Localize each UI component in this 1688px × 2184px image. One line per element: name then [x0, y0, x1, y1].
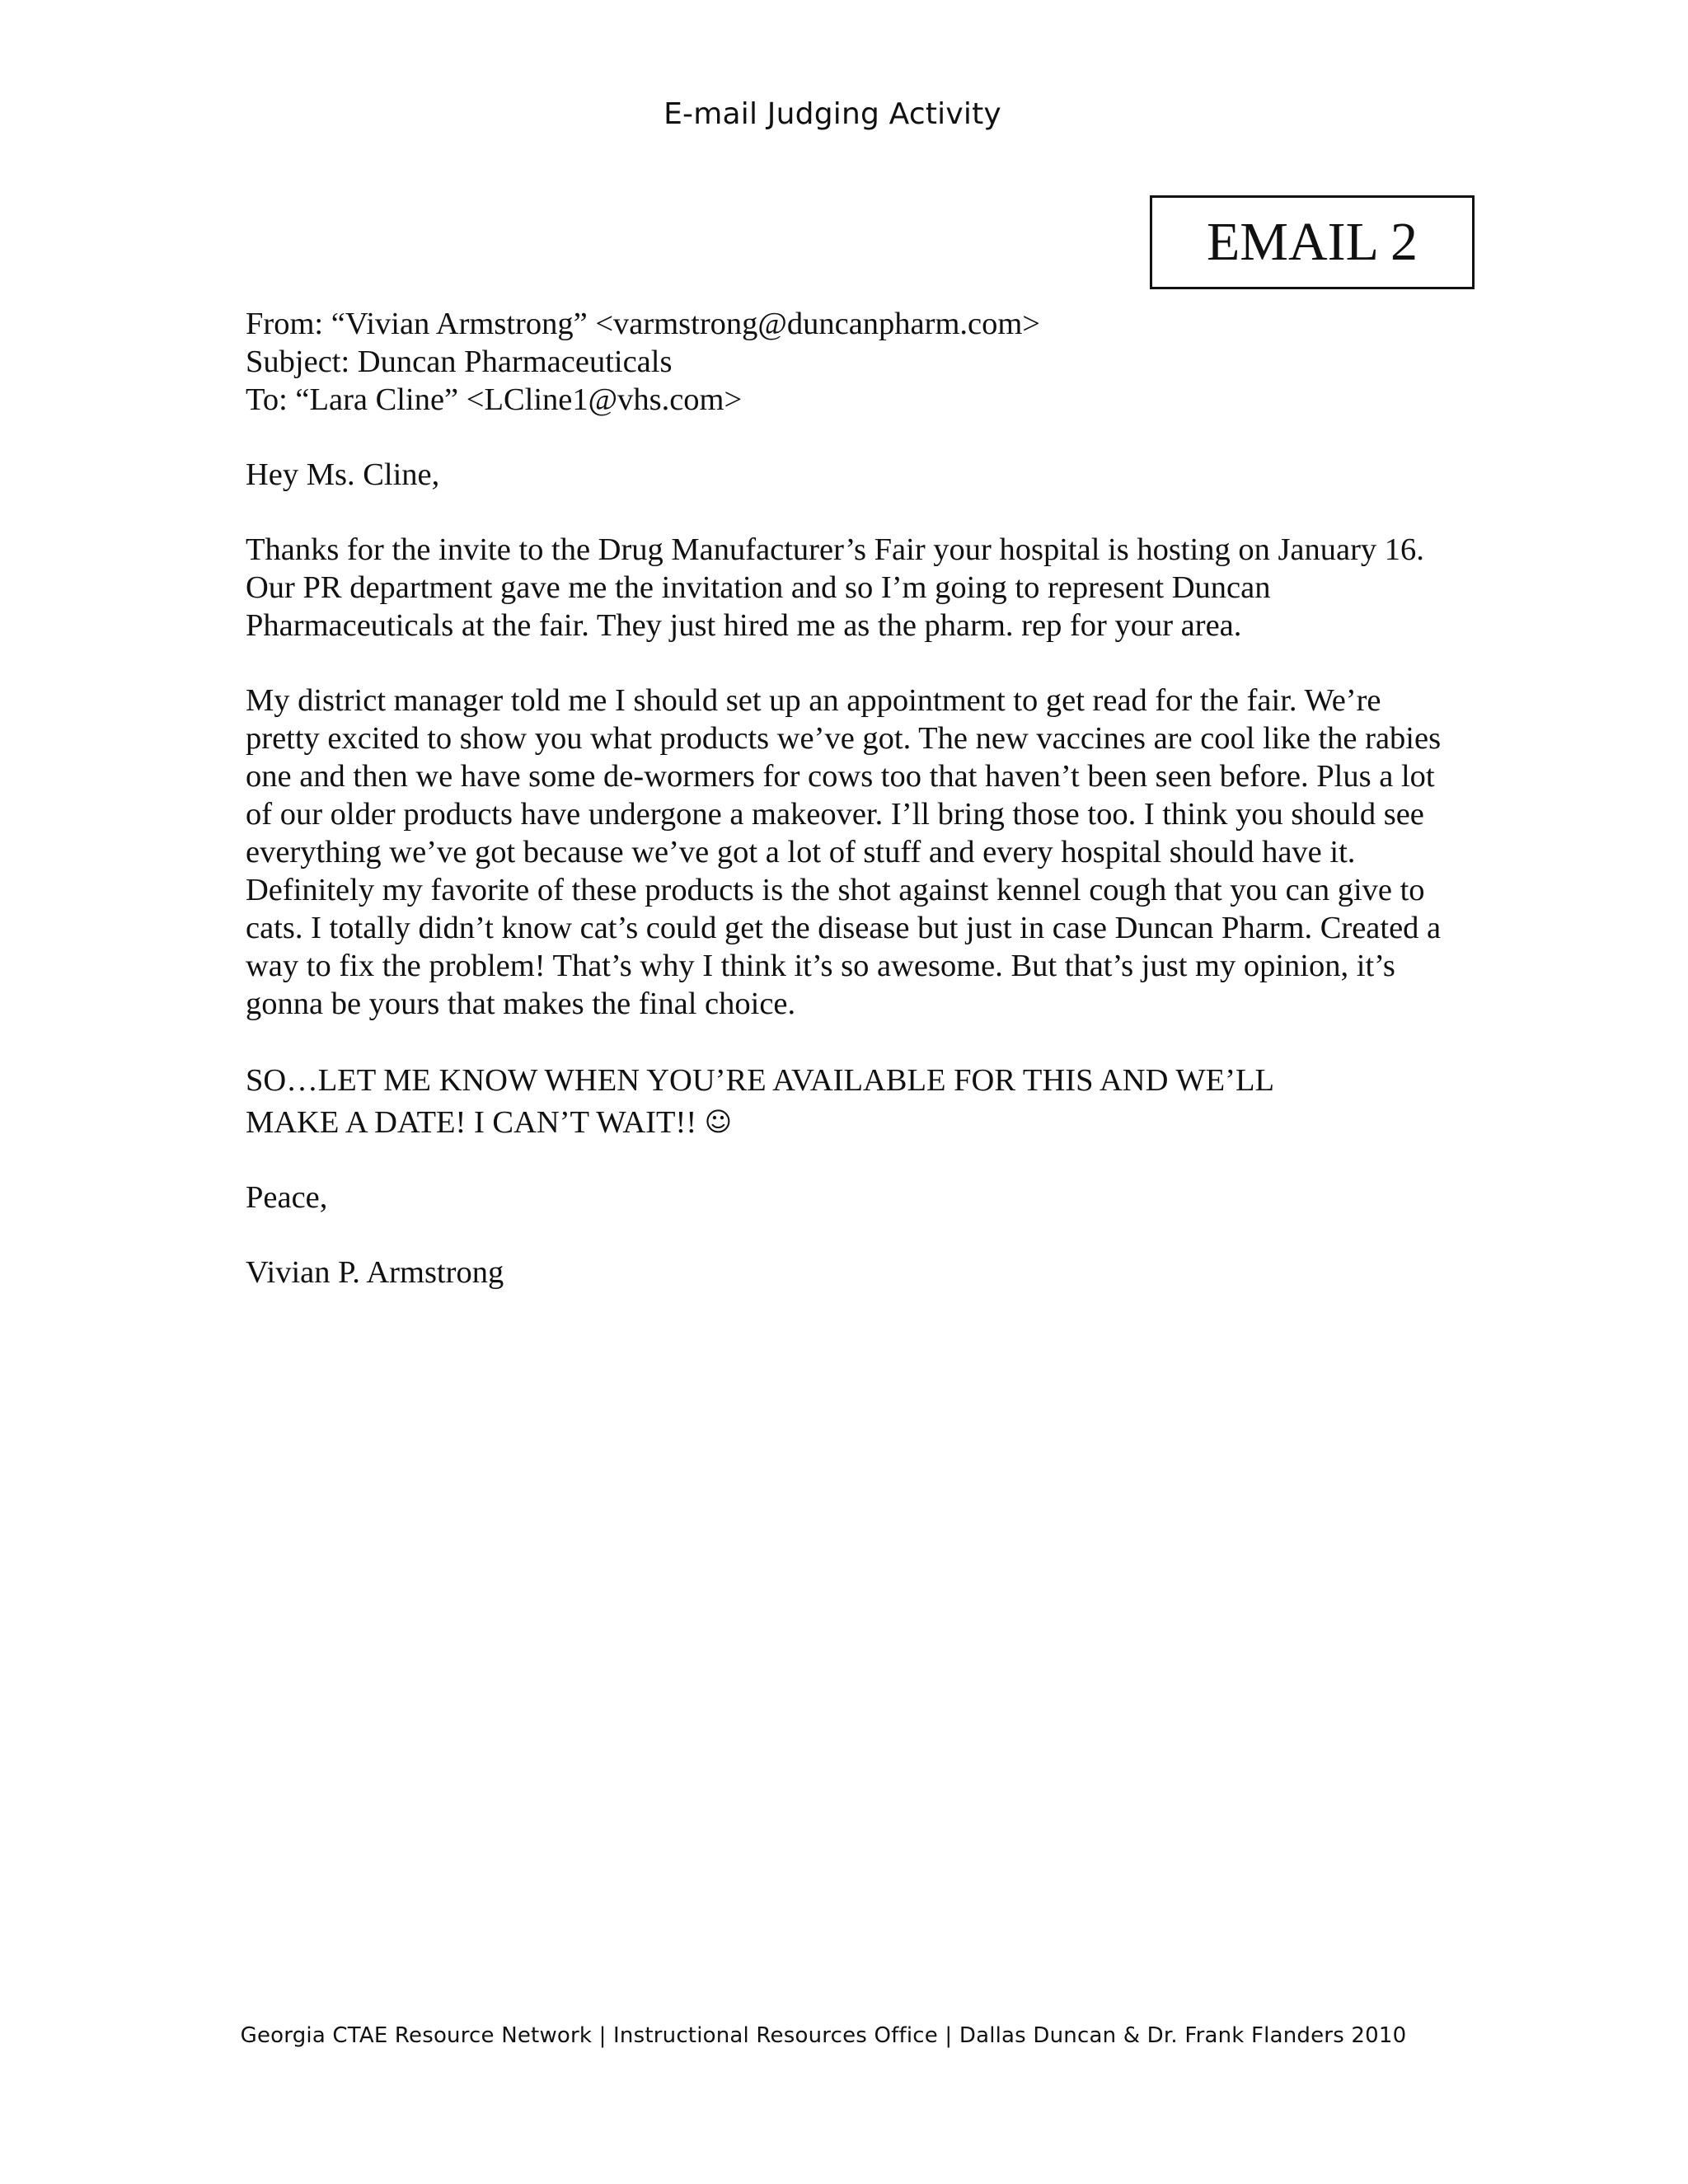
email-closing: Peace, [246, 1180, 328, 1215]
email-number-label: EMAIL 2 [1150, 195, 1475, 289]
page-footer: Georgia CTAE Resource Network | Instructional Resources Office | Dallas Duncan & Dr. Frank Flanders 2010 [240, 2023, 1407, 2048]
email-paragraph-1: Thanks for the invite to the Drug Manufacturer’s Fair your hospital is hosting on January 16. Our PR department gave me the invitation and so I’m going to represent Duncan Pharmaceuticals at the fair. They just hired me as the pharm. rep for your area. [246, 532, 1424, 643]
smiley-icon: ☺ [704, 1106, 733, 1137]
email-headers [246, 305, 1449, 419]
email-body [246, 305, 1449, 1291]
email-to: To: “Lara Cline” <LCline1@vhs.com> [246, 382, 743, 417]
email-shout-line-1: SO…LET ME KNOW WHEN YOU’RE AVAILABLE FOR THIS AND WE’LL [246, 1063, 1275, 1098]
email-signature: Vivian P. Armstrong [246, 1255, 504, 1290]
email-shout-line-2: MAKE A DATE! I CAN’T WAIT!! [246, 1105, 697, 1140]
email-from: From: “Vivian Armstrong” <varmstrong@duncanpharm.com> [246, 307, 1041, 341]
email-greeting: Hey Ms. Cline, [246, 457, 440, 492]
email-shout-paragraph [246, 1060, 1449, 1143]
page-header: E-mail Judging Activity [663, 97, 1001, 131]
email-subject: Subject: Duncan Pharmaceuticals [246, 344, 673, 379]
email-paragraph-2: My district manager told me I should set up an appointment to get read for the fair. We’re pretty excited to show you what products we’ve got. The new vaccines are cool like the rabies one and then we have some de-wormers for cows too that haven’t been seen before. Plus a lot of our older products have undergone a makeover. I’ll bring those too. I think you should see everything we’ve got because we’ve got a lot of stuff and every hospital should have it. Definitely my favorite of these products is the shot against kennel cough that you can give to cats. I totally didn’t know cat’s could get the disease but just in case Duncan Pharm. Created a way to fix the problem! That’s why I think it’s so awesome. But that’s just my opinion, it’s gonna be yours that makes the final choice. [246, 683, 1442, 1021]
